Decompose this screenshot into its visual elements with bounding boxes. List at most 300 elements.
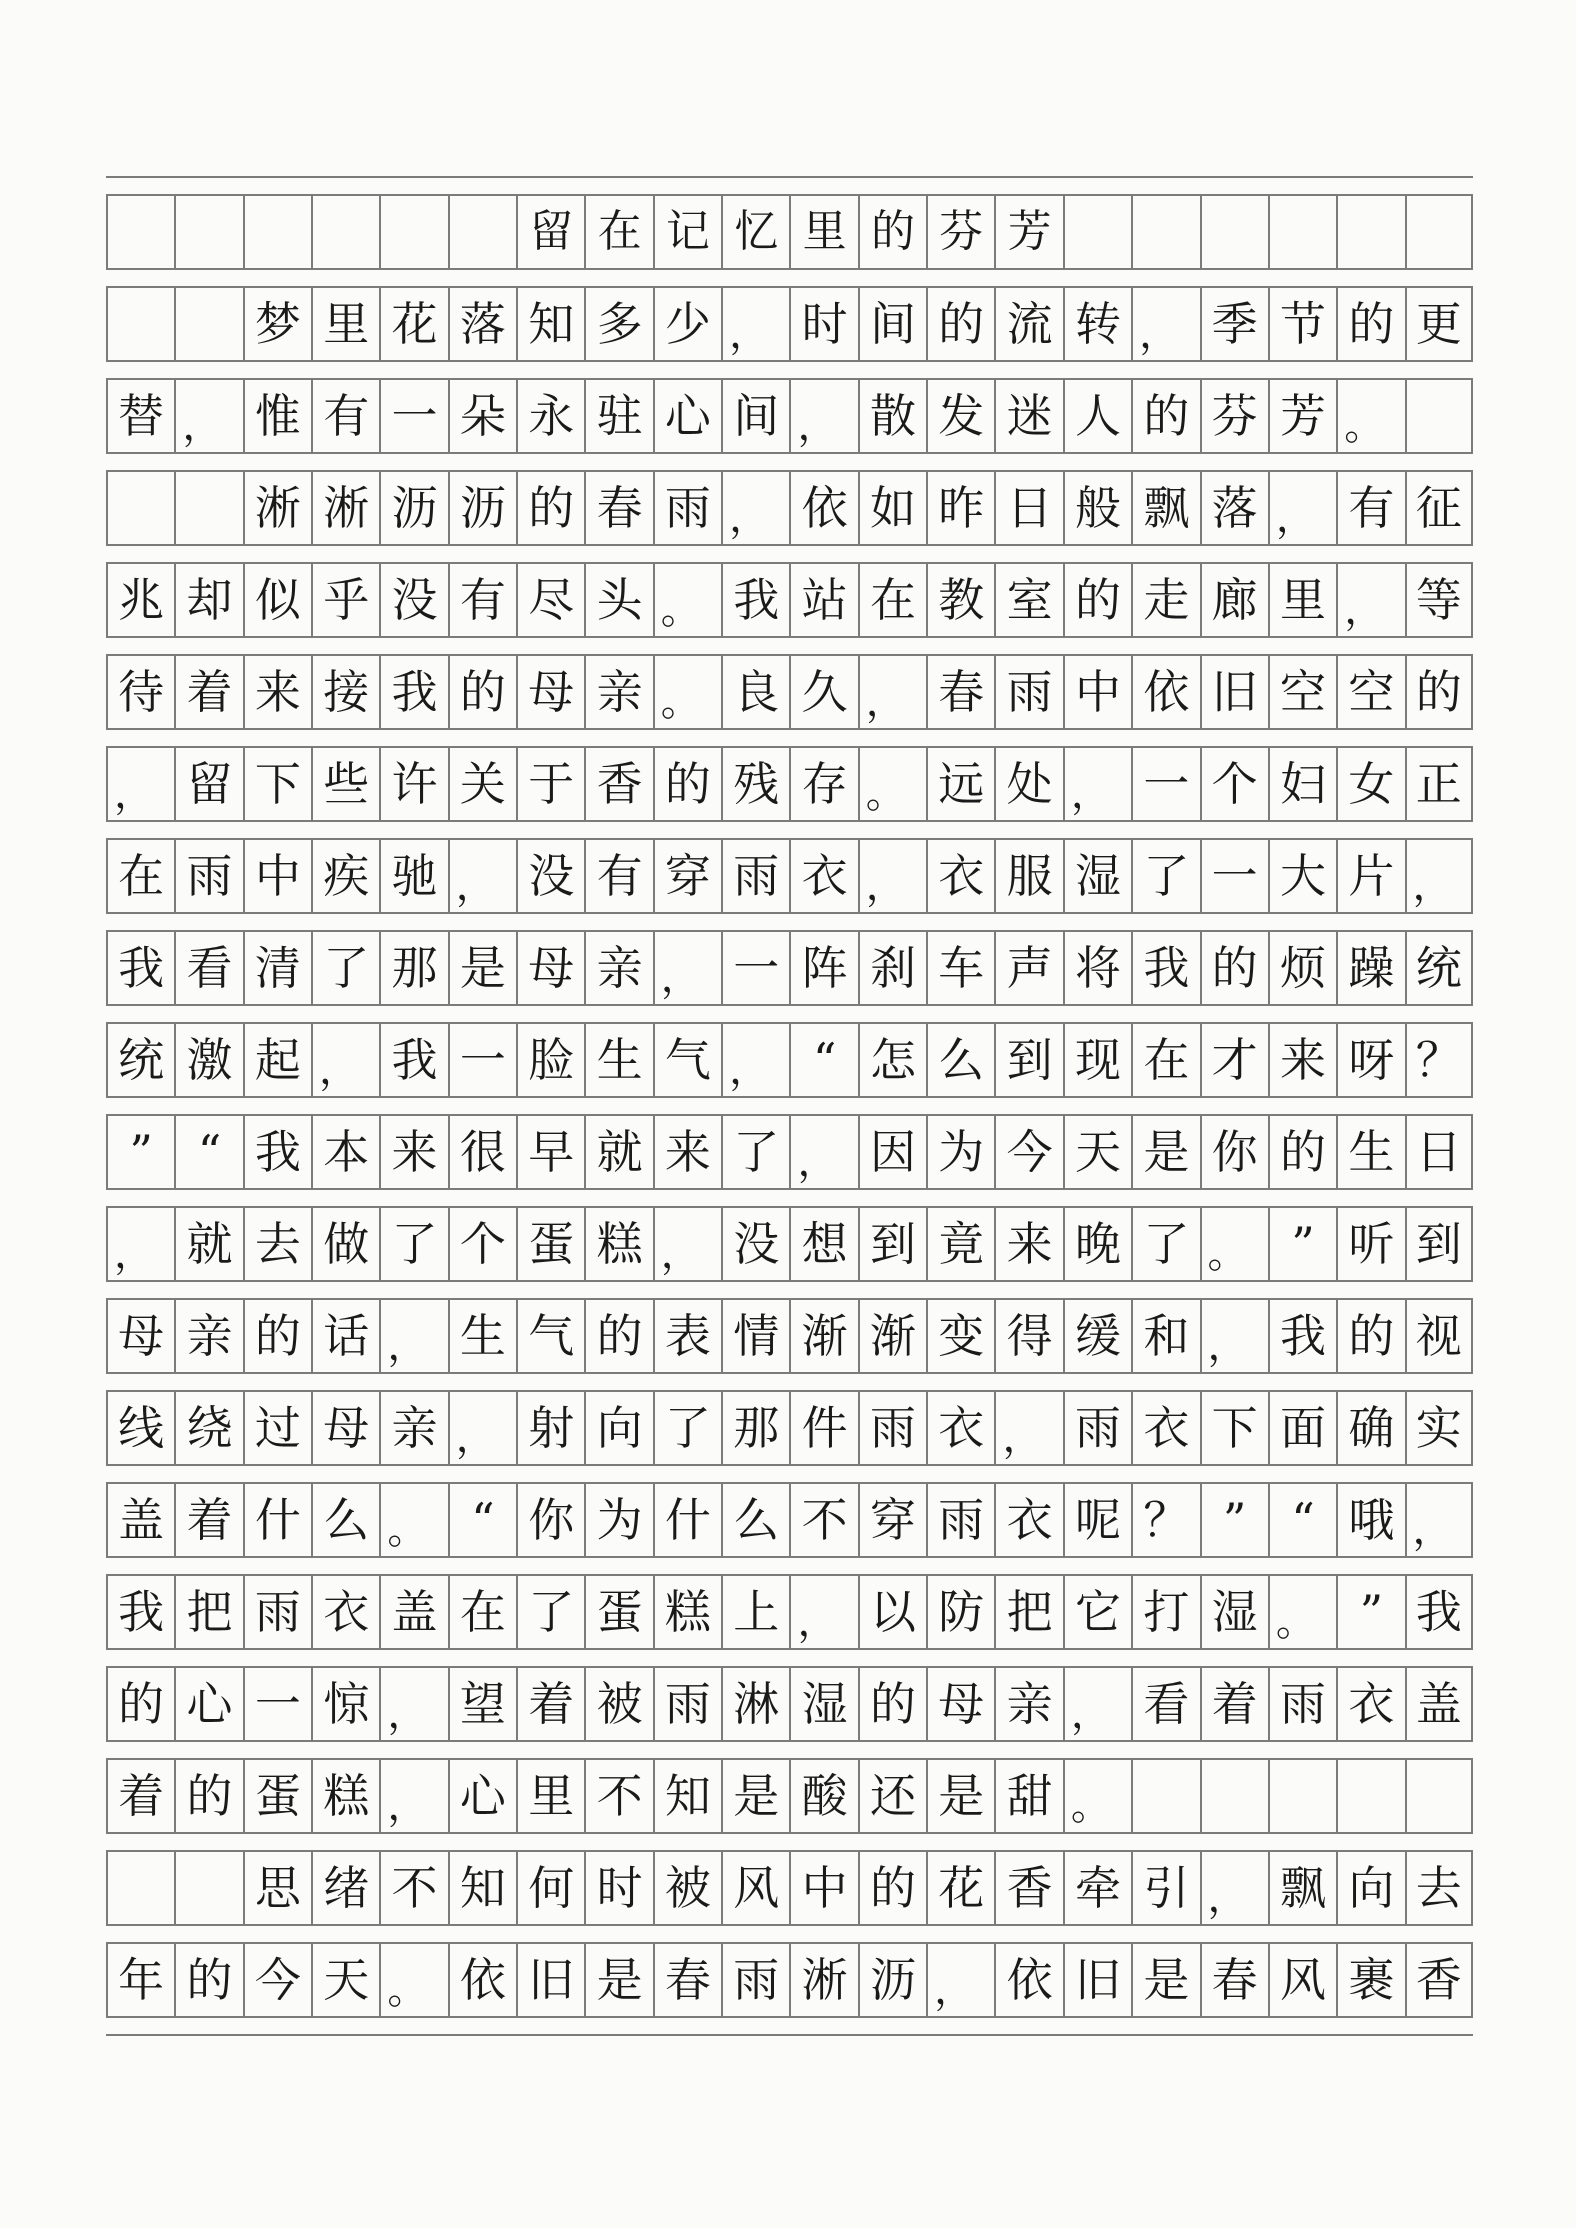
char-cell: 情 [721,1300,789,1372]
char-cell: 的 [1200,932,1268,1004]
row-separator-band [106,1280,1473,1300]
char-cell: 躁 [1336,932,1404,1004]
char-cell: 将 [1063,932,1131,1004]
text-row [106,472,1473,544]
char-cell: 做 [311,1208,379,1280]
char-cell: 衣 [994,1484,1062,1556]
char-cell: 淅 [789,1944,857,2016]
char-cell: 沥 [448,472,516,544]
char-cell: 线 [106,1392,174,1464]
char-cell: 却 [174,564,242,636]
char-cell: ， [448,1392,516,1464]
row-separator-band [106,1740,1473,1760]
char-cell: 间 [721,380,789,452]
char-cell: 远 [926,748,994,820]
title-char-cell [1200,196,1268,268]
char-cell: 视 [1405,1300,1473,1372]
text-row [106,288,1473,360]
char-cell: 了 [653,1392,721,1464]
row-separator-band [106,1096,1473,1116]
char-cell: 雨 [243,1576,311,1648]
char-cell: 有 [448,564,516,636]
char-cell: 的 [174,1760,242,1832]
char-cell: 一 [379,380,447,452]
char-cell: 一 [243,1668,311,1740]
char-cell: 。 [653,564,721,636]
char-cell: 正 [1405,748,1473,820]
char-cell: 衣 [926,1392,994,1464]
char-cell: 穿 [653,840,721,912]
char-cell: 为 [926,1116,994,1188]
char-cell: 心 [174,1668,242,1740]
row-separator-band [106,1372,1473,1392]
char-cell: 把 [174,1576,242,1648]
char-cell: ， [994,1392,1062,1464]
char-cell: 芬 [1200,380,1268,452]
char-cell: 。 [858,748,926,820]
char-cell: 着 [1200,1668,1268,1740]
char-cell: 盖 [1405,1668,1473,1740]
char-cell: 就 [174,1208,242,1280]
char-cell: ， [721,1024,789,1096]
char-cell: 被 [584,1668,652,1740]
char-cell: 朵 [448,380,516,452]
char-cell: 的 [448,656,516,728]
char-cell: 烦 [1268,932,1336,1004]
char-cell: 得 [994,1300,1062,1372]
char-cell: 因 [858,1116,926,1188]
char-cell: 良 [721,656,789,728]
row-separator-band [106,636,1473,656]
char-cell: 沥 [858,1944,926,2016]
char-cell: 等 [1405,564,1473,636]
char-cell: 湿 [789,1668,857,1740]
char-cell: 替 [106,380,174,452]
char-cell: 什 [653,1484,721,1556]
char-cell: 去 [243,1208,311,1280]
char-cell: 亲 [174,1300,242,1372]
char-cell: 处 [994,748,1062,820]
char-cell: 中 [243,840,311,912]
char-cell: 向 [1336,1852,1404,1924]
char-cell: 沥 [379,472,447,544]
char-cell: ， [653,932,721,1004]
char-cell: 雨 [858,1392,926,1464]
title-char-cell [1336,196,1404,268]
char-cell: 是 [1131,1116,1199,1188]
char-cell: 糕 [584,1208,652,1280]
char-cell: 是 [448,932,516,1004]
row-separator-band [106,360,1473,380]
char-cell: 梦 [243,288,311,360]
char-cell: 是 [1131,1944,1199,2016]
char-cell: 我 [1405,1576,1473,1648]
char-cell: 被 [653,1852,721,1924]
char-cell: 。 [379,1944,447,2016]
char-cell: 有 [311,380,379,452]
char-cell: 日 [994,472,1062,544]
char-cell: 件 [789,1392,857,1464]
char-cell: 散 [858,380,926,452]
char-cell: 生 [448,1300,516,1372]
char-cell: ， [448,840,516,912]
char-cell: ” [106,1116,174,1188]
char-cell: 就 [584,1116,652,1188]
char-cell: 雨 [721,1944,789,2016]
char-cell: 接 [311,656,379,728]
char-cell: 心 [448,1760,516,1832]
char-cell: ， [1063,1668,1131,1740]
char-cell: 间 [858,288,926,360]
char-cell: 没 [721,1208,789,1280]
title-char-cell [106,196,174,268]
char-cell: 年 [106,1944,174,2016]
char-cell: 廊 [1200,564,1268,636]
char-cell: 牵 [1063,1852,1131,1924]
char-cell [106,1852,174,1924]
char-cell: 裹 [1336,1944,1404,2016]
char-cell: 香 [994,1852,1062,1924]
char-cell: 我 [106,932,174,1004]
char-cell: 望 [448,1668,516,1740]
char-cell: 在 [106,840,174,912]
char-cell: 。 [653,656,721,728]
char-cell: 上 [721,1576,789,1648]
title-char-cell: 在 [584,196,652,268]
char-cell [174,1852,242,1924]
row-separator-band [106,2016,1473,2036]
char-cell: 湿 [1063,840,1131,912]
char-cell: 气 [653,1024,721,1096]
row-separator-band [106,1556,1473,1576]
char-cell: 落 [448,288,516,360]
char-cell: 旧 [1200,656,1268,728]
char-cell: 那 [379,932,447,1004]
char-cell: 我 [1131,932,1199,1004]
char-cell [174,472,242,544]
char-cell: 的 [1268,1116,1336,1188]
row-separator-band [106,268,1473,288]
char-cell: “ [789,1024,857,1096]
text-row [106,1484,1473,1556]
char-cell: 我 [721,564,789,636]
char-cell: 发 [926,380,994,452]
char-cell: 是 [721,1760,789,1832]
char-cell: 多 [584,288,652,360]
char-cell [1200,1760,1268,1832]
char-cell [1131,1760,1199,1832]
char-cell: 关 [448,748,516,820]
char-cell: 很 [448,1116,516,1188]
row-separator-band [106,1832,1473,1852]
char-cell: 我 [1268,1300,1336,1372]
char-cell: 许 [379,748,447,820]
char-cell: 。 [1200,1208,1268,1280]
char-cell: 残 [721,748,789,820]
char-cell: 刹 [858,932,926,1004]
char-cell: 到 [1405,1208,1473,1280]
char-cell: ， [1200,1300,1268,1372]
char-cell: 节 [1268,288,1336,360]
char-cell: 确 [1336,1392,1404,1464]
title-char-cell: 芳 [994,196,1062,268]
char-cell: 天 [1063,1116,1131,1188]
char-cell: 里 [516,1760,584,1832]
char-cell: 了 [516,1576,584,1648]
char-cell: 衣 [1131,1392,1199,1464]
char-cell: ， [926,1944,994,2016]
char-cell [174,288,242,360]
char-cell: 怎 [858,1024,926,1096]
char-cell: 心 [653,380,721,452]
char-cell: 雨 [653,1668,721,1740]
char-cell: 盖 [106,1484,174,1556]
char-cell: 依 [789,472,857,544]
char-cell: 驻 [584,380,652,452]
char-cell: 过 [243,1392,311,1464]
char-cell: 片 [1336,840,1404,912]
char-cell: 着 [516,1668,584,1740]
char-cell: 统 [106,1024,174,1096]
char-cell: “ [1268,1484,1336,1556]
char-cell: 飘 [1268,1852,1336,1924]
char-cell: 衣 [1336,1668,1404,1740]
char-cell: 你 [516,1484,584,1556]
char-cell: 迷 [994,380,1062,452]
char-cell: 依 [994,1944,1062,2016]
char-cell: 来 [653,1116,721,1188]
char-cell: 竟 [926,1208,994,1280]
row-separator-band [106,1004,1473,1024]
char-cell: ， [789,1116,857,1188]
char-cell: 衣 [789,840,857,912]
char-cell: 雨 [926,1484,994,1556]
char-cell: 渐 [789,1300,857,1372]
char-cell: 旧 [1063,1944,1131,2016]
text-row [106,1392,1473,1464]
char-cell: 到 [994,1024,1062,1096]
char-cell: 淅 [243,472,311,544]
text-row [106,656,1473,728]
char-cell: 依 [448,1944,516,2016]
char-cell: 的 [1336,1300,1404,1372]
char-cell: “ [448,1484,516,1556]
char-cell: 一 [1200,840,1268,912]
char-cell: 一 [448,1024,516,1096]
char-cell: 时 [789,288,857,360]
text-row [106,1300,1473,1372]
char-cell: 知 [448,1852,516,1924]
char-cell: 本 [311,1116,379,1188]
char-cell: 于 [516,748,584,820]
char-cell: 的 [858,1668,926,1740]
title-char-cell: 里 [789,196,857,268]
title-char-cell [1268,196,1336,268]
row-separator-band [106,912,1473,932]
char-cell: 早 [516,1116,584,1188]
char-cell: 绪 [311,1852,379,1924]
char-cell: 些 [311,748,379,820]
char-cell: 个 [448,1208,516,1280]
char-cell: 惊 [311,1668,379,1740]
char-cell: 的 [516,472,584,544]
char-cell: ， [1063,748,1131,820]
row-separator-band [106,1648,1473,1668]
char-cell: 教 [926,564,994,636]
char-cell: 亲 [584,656,652,728]
char-cell: 乎 [311,564,379,636]
char-cell: 起 [243,1024,311,1096]
title-char-cell: 留 [516,196,584,268]
title-char-cell [174,196,242,268]
char-cell: 么 [926,1024,994,1096]
char-cell: ， [789,1576,857,1648]
char-cell: 一 [1131,748,1199,820]
char-cell: 了 [311,932,379,1004]
char-cell: 现 [1063,1024,1131,1096]
char-cell: 存 [789,748,857,820]
char-cell: 在 [858,564,926,636]
char-cell: 尽 [516,564,584,636]
char-cell: ？ [1405,1024,1473,1096]
char-cell: 中 [789,1852,857,1924]
char-cell: ， [858,656,926,728]
char-cell: 。 [1063,1760,1131,1832]
char-cell [1405,380,1473,452]
text-row [106,840,1473,912]
char-cell: 么 [721,1484,789,1556]
char-cell: ， [379,1300,447,1372]
char-cell: 淋 [721,1668,789,1740]
char-cell: 湿 [1200,1576,1268,1648]
char-cell: 春 [1200,1944,1268,2016]
char-cell: 实 [1405,1392,1473,1464]
char-cell: 绕 [174,1392,242,1464]
char-cell: 的 [653,748,721,820]
char-cell: 变 [926,1300,994,1372]
char-cell: 风 [1268,1944,1336,2016]
char-cell: 看 [174,932,242,1004]
char-cell: 糕 [653,1576,721,1648]
char-cell: 的 [1405,656,1473,728]
char-cell: 头 [584,564,652,636]
char-cell: 待 [106,656,174,728]
char-cell: 呀 [1336,1024,1404,1096]
char-cell: 才 [1200,1024,1268,1096]
char-cell: 母 [926,1668,994,1740]
char-cell: 驰 [379,840,447,912]
char-cell: 花 [379,288,447,360]
char-cell: ， [1131,288,1199,360]
char-cell: ， [379,1760,447,1832]
char-cell: 车 [926,932,994,1004]
char-cell: 气 [516,1300,584,1372]
char-cell: 走 [1131,564,1199,636]
char-cell: 天 [311,1944,379,2016]
char-cell: 了 [1131,840,1199,912]
char-cell: 什 [243,1484,311,1556]
manuscript-grid-paper [106,176,1473,2014]
char-cell: 激 [174,1024,242,1096]
text-row [106,1944,1473,2016]
char-cell: ” [1336,1576,1404,1648]
char-cell: 我 [243,1116,311,1188]
char-cell: ， [311,1024,379,1096]
char-cell: 里 [1268,564,1336,636]
title-char-cell [311,196,379,268]
char-cell: 着 [174,656,242,728]
char-cell: 哦 [1336,1484,1404,1556]
title-char-cell [243,196,311,268]
char-cell: 少 [653,288,721,360]
char-cell: ， [106,1208,174,1280]
char-cell: 糕 [311,1760,379,1832]
char-cell: 穿 [858,1484,926,1556]
char-cell: 我 [106,1576,174,1648]
char-cell: 没 [516,840,584,912]
char-cell: 想 [789,1208,857,1280]
char-cell: 来 [1268,1024,1336,1096]
char-cell: ， [174,380,242,452]
text-row [106,1760,1473,1832]
char-cell: 。 [1336,380,1404,452]
char-cell: 防 [926,1576,994,1648]
char-cell: 的 [584,1300,652,1372]
char-cell: 妇 [1268,748,1336,820]
char-cell: 转 [1063,288,1131,360]
char-cell: 。 [1268,1576,1336,1648]
char-cell: 的 [243,1300,311,1372]
char-cell: 来 [994,1208,1062,1280]
char-cell: 衣 [311,1576,379,1648]
char-cell [106,288,174,360]
char-cell: 的 [926,288,994,360]
char-cell: 声 [994,932,1062,1004]
char-cell: 季 [1200,288,1268,360]
char-cell: 到 [858,1208,926,1280]
char-cell: ， [721,288,789,360]
char-cell: 疾 [311,840,379,912]
char-cell: 亲 [584,932,652,1004]
char-cell: 呢 [1063,1484,1131,1556]
char-cell: 今 [994,1116,1062,1188]
char-cell: 惟 [243,380,311,452]
char-cell: ， [1268,472,1336,544]
char-cell: 统 [1405,932,1473,1004]
char-cell: ， [721,472,789,544]
char-cell: 母 [516,656,584,728]
char-cell: ， [106,748,174,820]
char-cell: 着 [174,1484,242,1556]
char-cell: 昨 [926,472,994,544]
char-cell: 渐 [858,1300,926,1372]
char-cell: 和 [1131,1300,1199,1372]
char-cell: 甜 [994,1760,1062,1832]
char-cell: 酸 [789,1760,857,1832]
char-cell: 在 [1131,1024,1199,1096]
title-char-cell: 芬 [926,196,994,268]
char-cell: 兆 [106,564,174,636]
text-row [106,932,1473,1004]
char-cell: 生 [1336,1116,1404,1188]
char-cell: 的 [174,1944,242,2016]
char-cell: 留 [174,748,242,820]
text-row [106,1208,1473,1280]
char-cell: 晚 [1063,1208,1131,1280]
title-char-cell [1063,196,1131,268]
char-cell: 春 [926,656,994,728]
row-separator-band [106,176,1473,196]
